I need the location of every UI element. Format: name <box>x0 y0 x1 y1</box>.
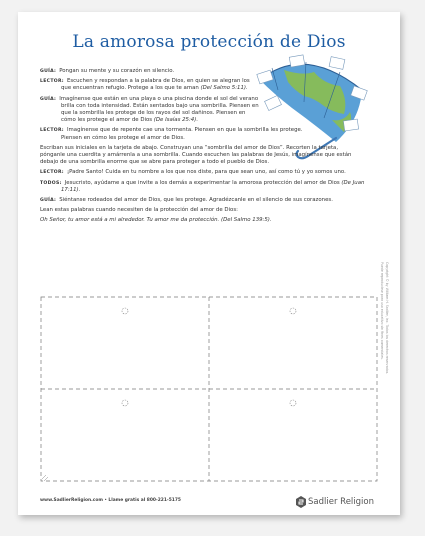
paragraph-text: Escuchen y respondan a la palabra de Dios, en quien se alegran los que encuentran refugio. Protege a los que te aman <box>61 78 250 92</box>
paragraph-9 <box>40 207 378 214</box>
speaker-label: LECTOR: <box>40 170 64 176</box>
footer-phone: Llame gratis al 800-221-5175 <box>108 498 181 503</box>
paragraph-text: Imagínense que están en una playa o una piscina donde el sol del verano brilla con toda intensidad. Están sentados bajo una sombrilla. Piensen en que la sombrilla les protege de los rayos del sol dañinos. Piensen en cómo les protege el amor de Dios <box>59 95 259 124</box>
scripture-reference: (Del Salmo 139:5). <box>221 217 272 224</box>
speaker-label: LECTOR: <box>40 128 64 134</box>
speaker-label: GUÍA: <box>40 198 57 204</box>
paragraph-text: Siéntanse rodeados del amor de Dios, que les protege. Agradézcanle en el silencio de sus corazones. <box>59 197 333 204</box>
footer-separator: • <box>104 498 107 503</box>
speaker-label: GUÍA: <box>40 96 57 102</box>
punch-hole-marker <box>122 400 128 406</box>
scripture-reference: (Del Salmo 5:11). <box>200 85 248 92</box>
paragraph-text: Jesucristo, ayúdame a que invite a los demás a experimentar la amorosa protección del amor de Dios <box>64 179 340 186</box>
copyright-line: Copyright © by William H. Sadlier, Inc. Todos los derechos reservados. <box>385 262 389 375</box>
paragraph-10 <box>40 217 378 224</box>
paragraph-1 <box>40 68 378 75</box>
footer <box>40 498 181 503</box>
footer-website: www.SadlierReligion.com <box>40 498 103 503</box>
logo-text: Sadlier Religion <box>308 497 374 507</box>
punch-hole-marker <box>122 308 128 314</box>
sadlier-logo <box>296 496 374 508</box>
paragraph-text: Lean estas palabras cuando necesiten de la protección del amor de Dios: <box>40 207 238 214</box>
page-title: La amorosa protección de Dios <box>72 32 346 52</box>
prayer-text: Oh Señor, tu amor está a mi alrededor. Tu amor me da protección. <box>40 217 220 224</box>
worksheet-text <box>40 68 378 228</box>
paragraph-text: Imagínense que de repente cae una tormenta. Piensen en que la sombrilla les protege. Piensen en cómo les protege el amor de Dios. <box>61 127 303 141</box>
scripture-reference: (De Juan 17:11). <box>61 179 365 193</box>
paragraph-text: Pongan su mente y su corazón en silencio. <box>59 68 175 74</box>
paragraph-7 <box>40 180 381 194</box>
scissors-icon <box>42 475 48 481</box>
punch-hole-marker <box>290 308 296 314</box>
paragraph-4 <box>40 127 311 141</box>
paragraph-6 <box>40 169 378 176</box>
sadlier-logo-icon <box>296 496 306 508</box>
scripture-reference: (De Isaías 25:4). <box>153 117 199 124</box>
paragraph-3 <box>40 96 261 125</box>
paragraph-8 <box>40 197 378 204</box>
paragraph-text: Escriban sus iniciales en la tarjeta de abajo. Construyan una “sombrilla del amor de Dios”. Recorten la tarjeta, pónganle una cuerdita y amárrenla a una sombrilla. Cuando escuchen las palabras de Jesús, imagínense que están debajo de una sombrilla enorme que se abre para proteger a todo el pueblo de Dios. <box>40 144 352 166</box>
paragraph-text: ¡Padre Santo! Cuida en tu nombre a los que nos diste, para que sean uno, así como tú y yo somos uno. <box>66 169 346 176</box>
reproduction-line: Puede reproducirse para uso educativo sin fines comerciales. <box>380 262 384 360</box>
punch-hole-marker <box>290 400 296 406</box>
paragraph-2 <box>40 78 261 92</box>
speaker-label: LECTOR: <box>40 79 64 85</box>
speaker-label: GUÍA: <box>40 69 57 74</box>
copyright-side-text <box>381 262 389 492</box>
worksheet-page <box>18 12 400 515</box>
paragraph-5 <box>40 145 358 167</box>
speaker-label: TODOS: <box>40 180 62 186</box>
cutout-card-grid <box>40 296 378 482</box>
